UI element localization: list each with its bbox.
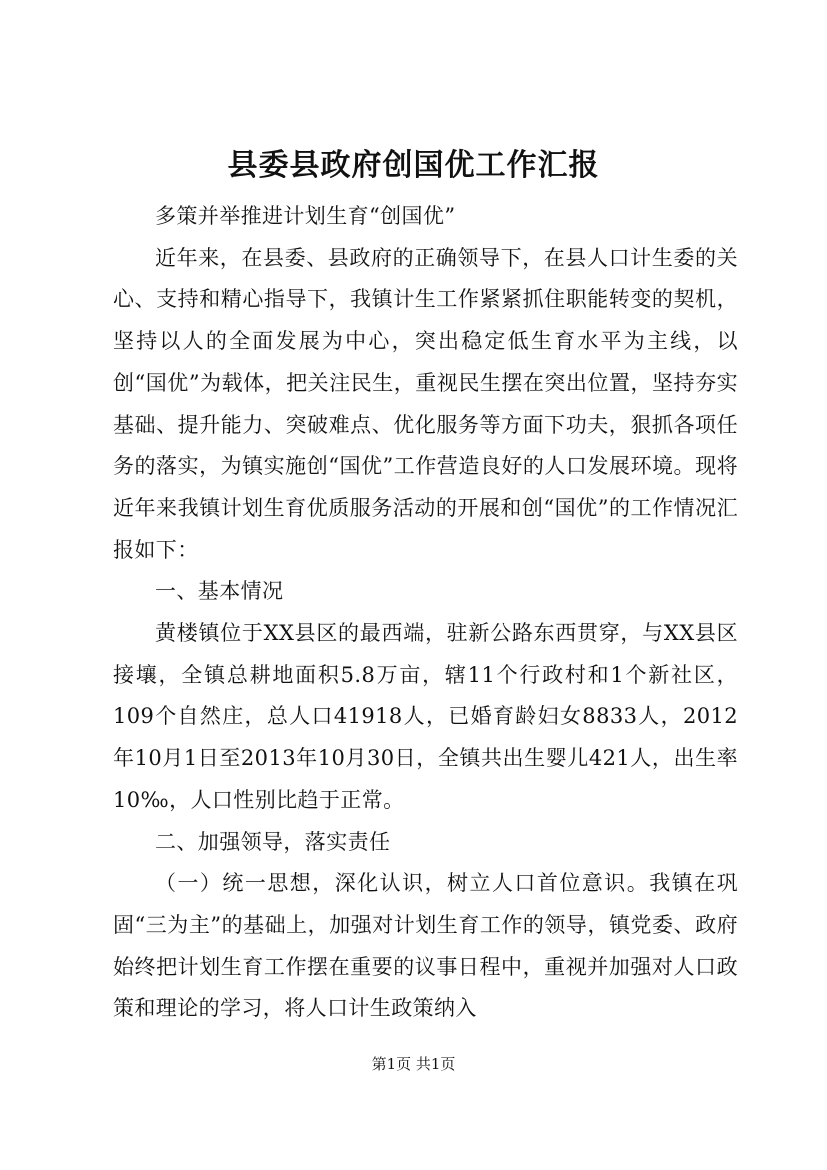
document-title: 县委县政府创国优工作汇报 [227,148,600,183]
page-footer: 第1页 共1页 [371,1055,456,1073]
basic-info-paragraph: 黄楼镇位于XX县区的最西端，驻新公路东西贯穿，与XX县区接壤，全镇总耕地面积5.8万亩，辖11个行政村和1个新社区，109个自然庄，总人口41918人，已婚育龄妇女8833人，2012年10月1日至2013年10月30日，全镇共出生婴儿421人，出生率10‰，人口性别比趋于正常。 [113,621,738,812]
intro-paragraph: 近年来，在县委、县政府的正确领导下，在县人口计生委的关心、支持和精心指导下，我镇计生工作紧紧抓住职能转变的契机，坚持以人的全面发展为中心，突出稳定低生育水平为主线，以创“国优”为载体，把关注民生，重视民生摆在突出位置，坚持夯实基础、提升能力、突破难点、优化服务等方面下功夫，狠抓各项任务的落实，为镇实施创“国优”工作营造良好的人口发展环境。现将近年来我镇计划生育优质服务活动的开展和创“国优”的工作情况汇报如下： [113,245,738,562]
section-heading-basic-info: 一、基本情况 [155,579,284,604]
leadership-paragraph: （一）统一思想，深化认识，树立人口首位意识。我镇在巩固“三为主”的基础上，加强对计划生育工作的领导，镇党委、政府始终把计划生育工作摆在重要的议事日程中，重视并加强对人口政策和理论的学习，将人口计生政策纳入 [113,871,738,1021]
section-heading-leadership: 二、加强领导，落实责任 [155,829,391,854]
subtitle-paragraph: 多策并举推进计划生育“创国优” [155,204,456,228]
document-body [113,196,738,1030]
